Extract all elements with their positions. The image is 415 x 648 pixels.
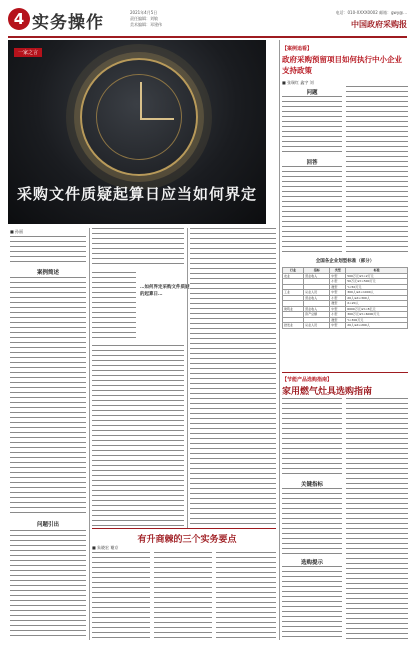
table-cell: 营业收入 (304, 295, 330, 301)
table-cell: 从业人员 (304, 290, 330, 296)
table-cell: 中型 (330, 323, 346, 329)
hero-image (8, 40, 266, 224)
table-cell: 批发业 (283, 323, 304, 329)
product-body-4 (346, 398, 408, 640)
pull-quote: …如何界定采购文件质疑的起算日… (140, 285, 190, 297)
case-subhead-answer: 回答 (306, 160, 318, 166)
table-cell: 300人≤X<1000人 (346, 290, 408, 296)
table-cell: 营业收入 (304, 306, 330, 312)
table-cell: 从业人员 (304, 323, 330, 329)
table-cell: 中型 (330, 290, 346, 296)
middle-body-main (92, 345, 184, 527)
clock-hand-hour (140, 82, 142, 120)
left-subhead-1: 案例简述 (36, 270, 59, 276)
table-cell: 工业 (283, 290, 304, 296)
left-byline: ■ 孙丽 (10, 229, 24, 234)
table-cell: 50万元≤Y<500万元 (346, 279, 408, 285)
left-subhead-2: 问题引出 (36, 522, 59, 528)
bottom-body-3 (216, 552, 276, 640)
table-cell: 农业 (283, 273, 304, 279)
table-cell: 微型 (330, 301, 346, 307)
right-body-main (190, 228, 276, 527)
page-number: 4 (8, 8, 30, 30)
section-rule-right (282, 372, 408, 373)
table-cell: Y<300万元 (346, 317, 408, 323)
middle-body-top (92, 228, 184, 268)
column-divider-1 (89, 228, 90, 640)
table-header-cell: 类型 (330, 268, 346, 274)
table-row (283, 323, 408, 329)
table-cell: 小型 (330, 312, 346, 318)
hero-title: 采购文件质疑起算日应当如何界定 (16, 185, 257, 203)
table-cell: 小型 (330, 295, 346, 301)
product-body-3 (282, 566, 342, 640)
section-rule-bottom (92, 528, 276, 529)
bottom-body-1 (92, 552, 150, 640)
section-title: 实务操作 (32, 13, 104, 33)
table-cell: 500万元≤Y<2万元 (346, 273, 408, 279)
header-meta: 2021年4月5日 责任编辑：刘敏 美术编辑：邓建伟 (130, 10, 162, 27)
column-divider-3 (279, 40, 280, 640)
table-cell: 20人≤X<300人 (346, 295, 408, 301)
bottom-byline: ■ 朱晓宏 谢京 (92, 545, 119, 550)
middle-body-left (92, 272, 136, 342)
product-headline: 家用燃气灶具选购指南 (282, 387, 373, 397)
table-cell: 中型 (330, 273, 346, 279)
table-cell: 20人≤X<200人 (346, 323, 408, 329)
page-header (8, 6, 407, 36)
table-cell: 微型 (330, 317, 346, 323)
table-header-cell: 行业 (283, 268, 304, 274)
sme-table-title: 全国各企业划型标准（部分） (315, 259, 375, 264)
product-tag: 【节能产品选购指南】 (282, 377, 333, 383)
product-subhead-2: 选购提示 (300, 560, 323, 566)
case-headline: 政府采购预留项目如何执行中小企业支持政策 (282, 55, 402, 75)
product-subhead-1: 关键指标 (300, 482, 323, 488)
table-cell: 资产总额 (304, 312, 330, 318)
clock-illustration (80, 58, 198, 176)
table-cell: 6000万元≤Y<8亿元 (346, 306, 408, 312)
table-cell: 300万元≤Y<6000万元 (346, 312, 408, 318)
column-divider-2 (187, 228, 188, 528)
table-header-cell: 指标 (304, 268, 330, 274)
case-answer-body-2 (346, 86, 408, 254)
clock-face (96, 74, 182, 160)
hero-tag: 一家之言 (14, 48, 42, 57)
table-cell: 微型 (330, 284, 346, 290)
table-cell: Y<50万元 (346, 284, 408, 290)
table-cell: 营业收入 (304, 273, 330, 279)
case-answer-body-1 (282, 166, 342, 254)
clock-hand-minute (140, 118, 174, 120)
case-tag: 【案例追看】 (282, 46, 313, 52)
left-body-1 (10, 277, 86, 517)
table-cell: 建筑业 (283, 306, 304, 312)
header-rule (8, 36, 407, 38)
table-cell: X<20人 (346, 301, 408, 307)
bottom-body-2 (154, 552, 212, 640)
left-body-2 (10, 530, 86, 640)
header-contact: 电话：010-XXXX0002 邮箱：gwy@... (335, 10, 407, 15)
table-cell: 中型 (330, 306, 346, 312)
product-body-2 (282, 488, 342, 556)
left-body-intro (10, 236, 86, 264)
masthead-logo: 中国政府采购报 (351, 19, 407, 29)
case-question-body (282, 96, 342, 156)
table-header-cell: 标准 (346, 268, 408, 274)
table-cell: 小型 (330, 279, 346, 285)
case-subhead-question: 问题 (306, 90, 318, 96)
bottom-article-title: 有升商棘的三个实务要点 (137, 535, 237, 545)
case-byline: ■ 张瑞红 鑫宇 刘 (282, 80, 314, 85)
sme-table (282, 267, 408, 329)
table-body (283, 273, 408, 328)
product-body-1 (282, 398, 342, 476)
